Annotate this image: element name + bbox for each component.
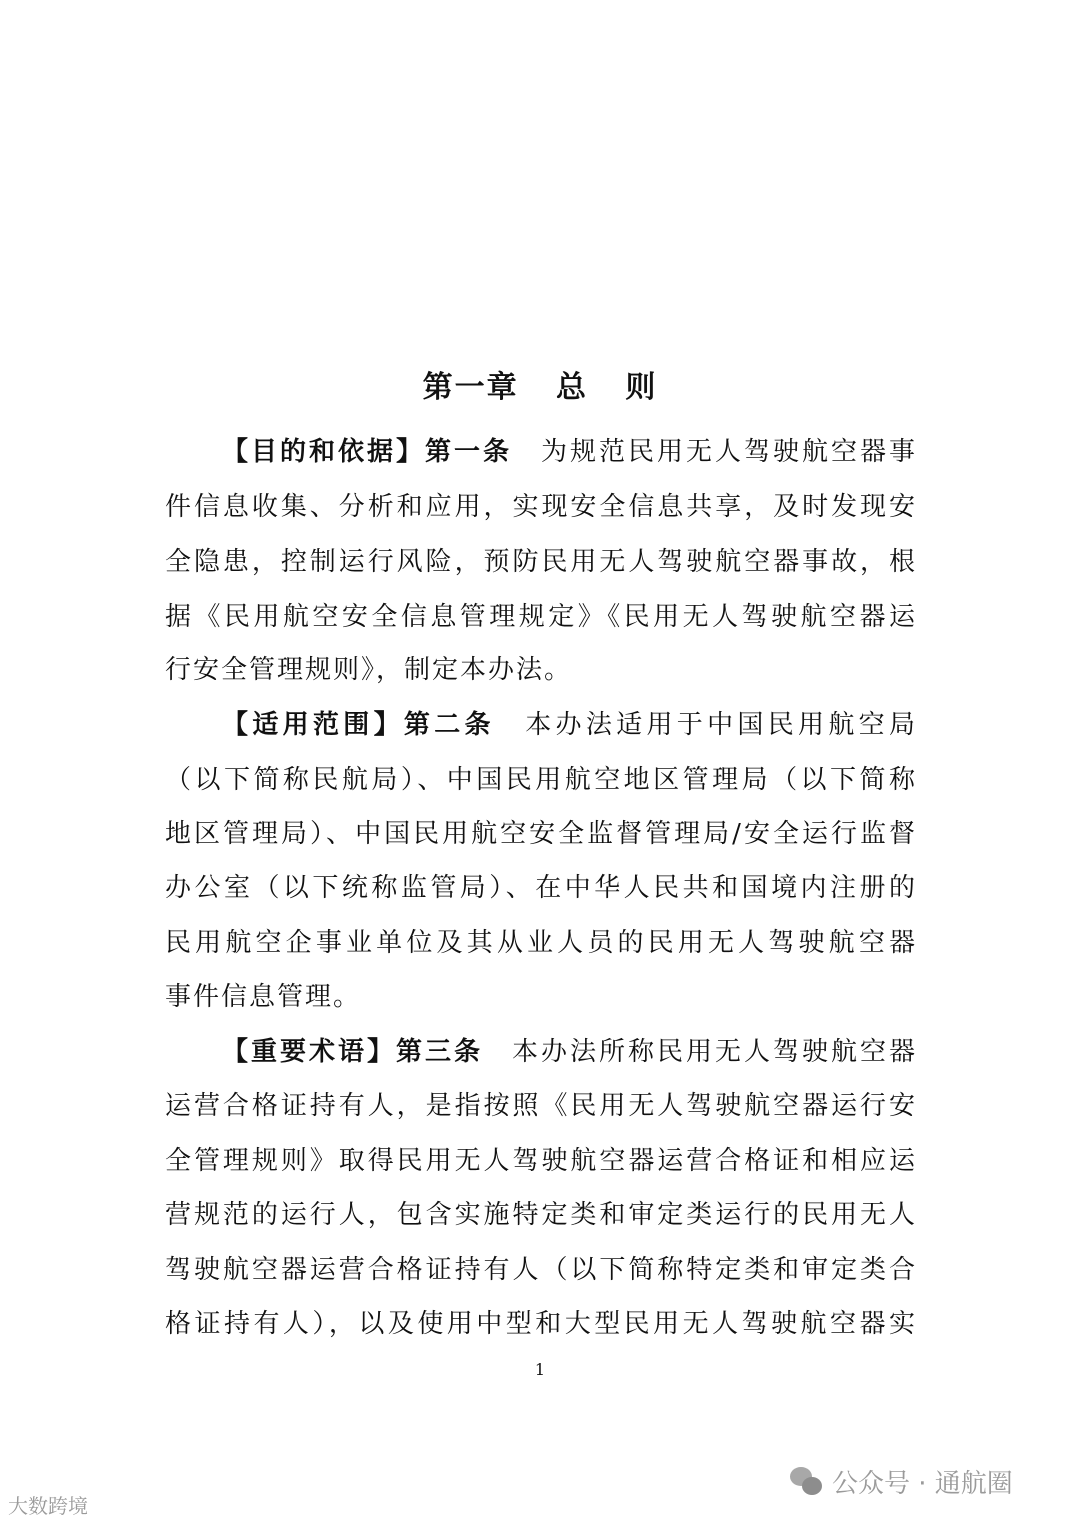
page-number: 1: [534, 1360, 546, 1379]
article-text: 本办法所称民用无人驾驶航空器: [511, 1037, 915, 1067]
text-line: （以下简称民航局）、中国民用航空地区管理局（以下简称: [165, 765, 915, 795]
wechat-icon: [790, 1467, 824, 1497]
text-line: 民用航空企事业单位及其从业人员的民用无人驾驶航空器: [165, 928, 915, 958]
text-line: 全管理规则》取得民用无人驾驶航空器运营合格证和相应运: [165, 1146, 915, 1176]
article-heading: 【适用范围】第二条: [222, 710, 495, 740]
article-text: 本办法适用于中国民用航空局: [525, 710, 915, 740]
text-line: 格证持有人），以及使用中型和大型民用无人驾驶航空器实: [165, 1309, 915, 1339]
article-heading: 【目的和依据】第一条: [222, 437, 512, 467]
watermark-right: [790, 1463, 1013, 1500]
watermark-left: 大数跨境: [8, 1494, 88, 1518]
article-heading: 【重要术语】第三条: [222, 1037, 483, 1067]
text-line: 营规范的运行人，包含实施特定类和审定类运行的民用无人: [165, 1200, 915, 1230]
text-line: 运营合格证持有人，是指按照《民用无人驾驶航空器运行安: [165, 1091, 915, 1121]
chapter-title: 第一章 总 则: [422, 370, 658, 405]
text-line: 件信息收集、分析和应用，实现安全信息共享，及时发现安: [165, 492, 915, 522]
text-line: 办公室（以下统称监管局）、在中华人民共和国境内注册的: [165, 873, 915, 903]
text-line: 地区管理局）、中国民用航空安全监督管理局/安全运行监督: [165, 819, 915, 849]
text-line: 事件信息管理。: [165, 982, 362, 1012]
text-line: 全隐患，控制运行风险，预防民用无人驾驶航空器事故，根: [165, 547, 915, 577]
article-text: 为规范民用无人驾驶航空器事: [540, 437, 915, 467]
text-line: 行安全管理规则》，制定本办法。: [165, 655, 573, 685]
watermark-right-text: 公众号 · 通航圈: [832, 1469, 1013, 1499]
text-line: 驾驶航空器运营合格证持有人（以下简称特定类和审定类合: [165, 1255, 915, 1285]
text-line: 据《民用航空安全信息管理规定》《民用无人驾驶航空器运: [165, 602, 915, 632]
